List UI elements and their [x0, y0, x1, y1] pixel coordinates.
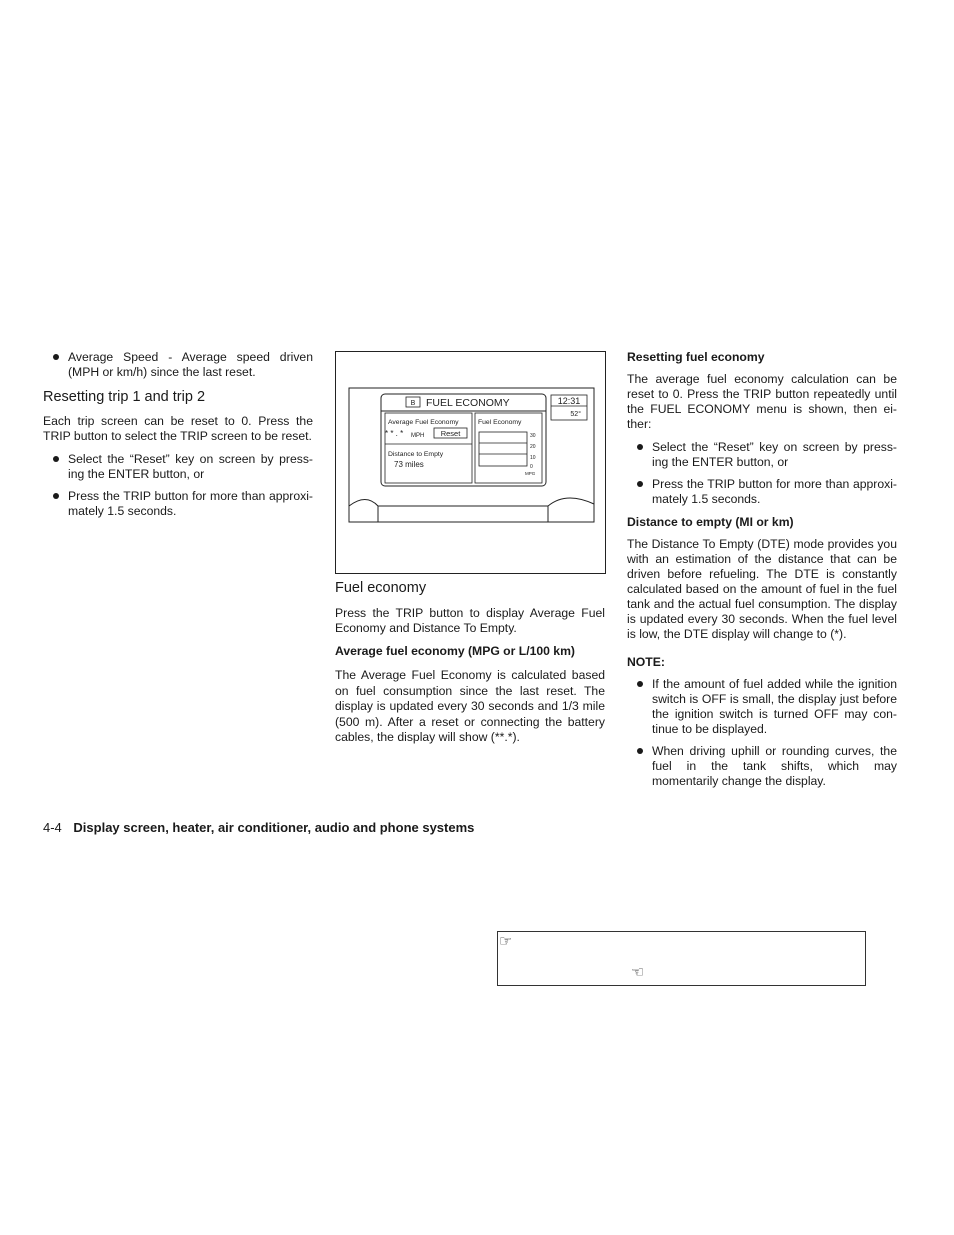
- average-fuel-economy-heading: Average fuel economy (MPG or L/100 km): [335, 644, 575, 658]
- note-bullet-2: When driving uphill or rounding curves, the fuel in the tank shifts, which may momentarily change the display.: [627, 744, 897, 789]
- distance-to-empty-body: The Distance To Empty (DTE) mode provides you with an estimation of the distance that can be driven before refueling. The DTE is constantly calculated based on the amount of fuel in the fuel tank and the actual fuel consumption. The display is updated every 30 seconds. When the fuel level is low, the DTE display will change to (*).: [627, 537, 897, 641]
- average-speed-bullet: Average Speed - Average speed driven (MPH or km/h) since the last reset.: [43, 350, 313, 380]
- resetting-fuel-economy-body: The average fuel economy calculation can be reset to 0. Press the TRIP button repeatedly until the FUEL ECONOMY menu is shown, then ei-ther:: [627, 372, 897, 431]
- graph-bars: [479, 432, 527, 466]
- right-column: [627, 350, 897, 789]
- temperature-text: 52°: [570, 411, 581, 418]
- reference-box: [497, 931, 866, 986]
- distance-to-empty-heading: Distance to empty (MI or km): [627, 515, 794, 529]
- graph-tick-0: 0: [530, 464, 533, 470]
- display-illustration: [336, 352, 605, 573]
- svg-text:B: B: [410, 400, 416, 407]
- fuel-economy-screen-figure: [335, 351, 606, 574]
- page-footer: [43, 820, 474, 836]
- resetting-trip-bullet-2: Press the TRIP button for more than approxi-mately 1.5 seconds.: [43, 489, 313, 519]
- pointing-hand-right-icon: ☞: [499, 932, 513, 950]
- avg-label: Average Fuel Economy: [388, 419, 459, 426]
- right-vent-arc: [548, 498, 594, 522]
- footer-title: Display screen, heater, air conditioner, audio and phone systems: [73, 820, 475, 835]
- left-vent-arc: [349, 500, 378, 523]
- fuel-economy-heading: Fuel economy: [335, 580, 427, 596]
- resetting-trip-heading: Resetting trip 1 and trip 2: [43, 389, 206, 405]
- middle-column: [335, 579, 605, 746]
- resetting-fuel-bullet-1: Select the “Reset” key on screen by press-ing the ENTER button, or: [627, 440, 897, 470]
- resetting-fuel-economy-heading: Resetting fuel economy: [627, 350, 765, 364]
- dte-label: Distance to Empty: [388, 451, 444, 458]
- avg-unit: MPH: [411, 433, 425, 439]
- graph-tick-30: 30: [530, 433, 536, 439]
- screen-title: FUEL ECONOMY: [426, 397, 510, 409]
- clock-text: 12:31: [557, 396, 581, 406]
- left-column: [43, 350, 313, 519]
- resetting-trip-bullet-1: Select the “Reset” key on screen by press-ing the ENTER button, or: [43, 452, 313, 482]
- dte-value: 73 miles: [394, 460, 424, 469]
- average-fuel-economy-body: The Average Fuel Economy is calculated based on fuel consumption since the last reset. The display is updated every 30 seconds and 1/3 mile (500 m). After a reset or connecting the battery cables, the display will show (**.*).: [335, 668, 605, 744]
- graph-tick-10: 10: [530, 455, 536, 461]
- note-bullet-1: If the amount of fuel added while the ignition switch is OFF is small, the display just before the ignition switch is turned OFF may con-tinue to be displayed.: [627, 677, 897, 737]
- fuel-economy-intro: Press the TRIP button to display Average Fuel Economy and Distance To Empty.: [335, 606, 605, 635]
- resetting-fuel-bullet-2: Press the TRIP button for more than approxi-mately 1.5 seconds.: [627, 477, 897, 507]
- graph-label: Fuel Economy: [478, 419, 522, 426]
- reset-button-label: Reset: [440, 429, 461, 438]
- resetting-trip-intro: Each trip screen can be reset to 0. Press the TRIP button to select the TRIP screen to be reset.: [43, 414, 313, 443]
- pointing-hand-left-icon: ☜: [631, 963, 645, 981]
- graph-unit: MPG: [525, 471, 536, 476]
- avg-value: * * . *: [385, 429, 404, 438]
- graph-tick-20: 20: [530, 444, 536, 450]
- page-number: 4-4: [43, 820, 62, 835]
- note-heading: NOTE:: [627, 655, 665, 669]
